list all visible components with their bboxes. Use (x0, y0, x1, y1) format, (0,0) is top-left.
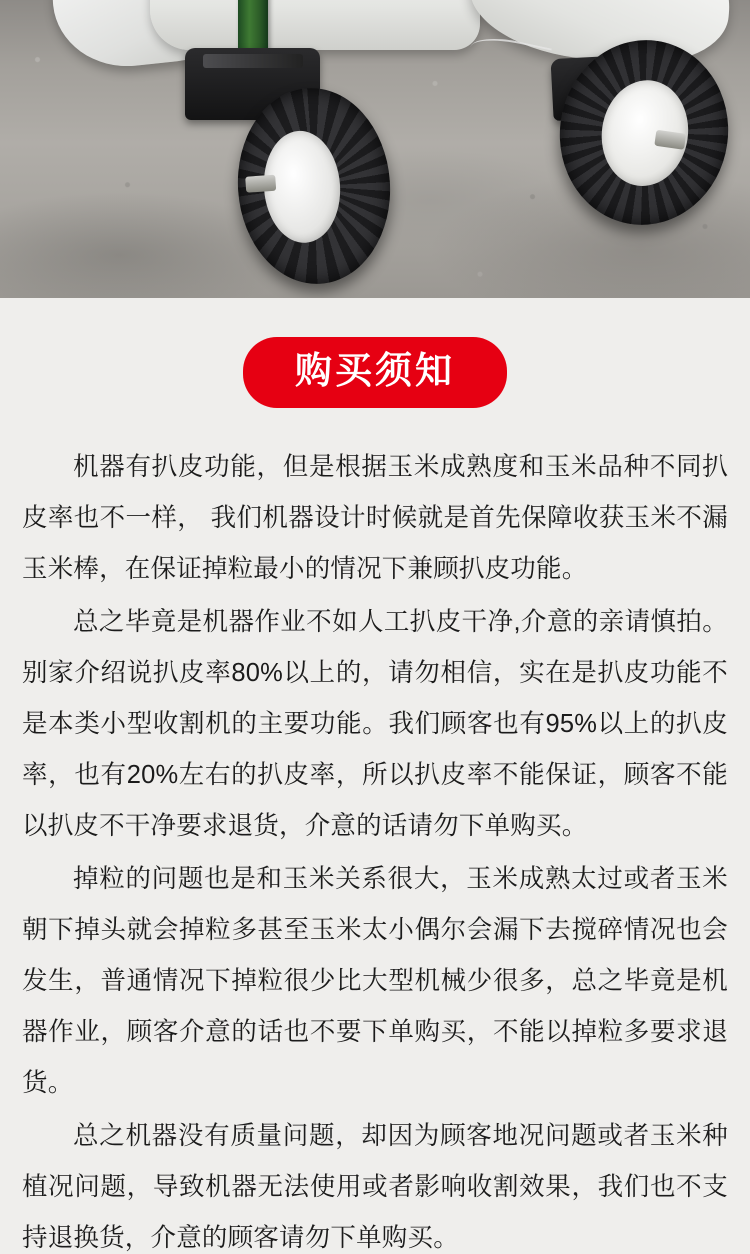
purchase-notice-section (0, 298, 750, 1254)
product-photo (0, 0, 750, 298)
notice-paragraph: 总之机器没有质量问题，却因为顾客地况问题或者玉米种植况问题，导致机器无法使用或者影响收割效果，我们也不支持退换货，介意的顾客请勿下单购买。 (22, 1121, 728, 1252)
notice-paragraph: 总之毕竟是机器作业不如人工扒皮干净,介意的亲请慎拍。别家介绍说扒皮率80%以上的，请勿相信，实在是扒皮功能不是本类小型收割机的主要功能。我们顾客也有95%以上的扒皮率，也有20%左右的扒皮率，所以扒皮率不能保证，顾客不能以扒皮不干净要求退货，介意的话请勿下单购买。 (22, 607, 728, 840)
notice-paragraph: 掉粒的问题也是和玉米关系很大，玉米成熟太过或者玉米朝下掉头就会掉粒多甚至玉米太小偶尔会漏下去搅碎情况也会发生，普通情况下掉粒很少比大型机械少很多，总之毕竟是机器作业，顾客介意的话也不要下单购买，不能以掉粒多要求退货。 (22, 864, 728, 1097)
white-machine-panel-middle (150, 0, 480, 50)
notice-paragraph: 机器有扒皮功能，但是根据玉米成熟度和玉米品种不同扒皮率也不一样， 我们机器设计时候就是首先保障收获玉米不漏玉米棒，在保证掉粒最小的情况下兼顾扒皮功能。 (22, 452, 728, 583)
section-heading-wrap (0, 298, 750, 408)
purchase-notice-text (22, 442, 728, 1254)
left-wheel-bolt (245, 175, 276, 193)
purchase-notice-badge: 购买须知 (243, 337, 507, 408)
